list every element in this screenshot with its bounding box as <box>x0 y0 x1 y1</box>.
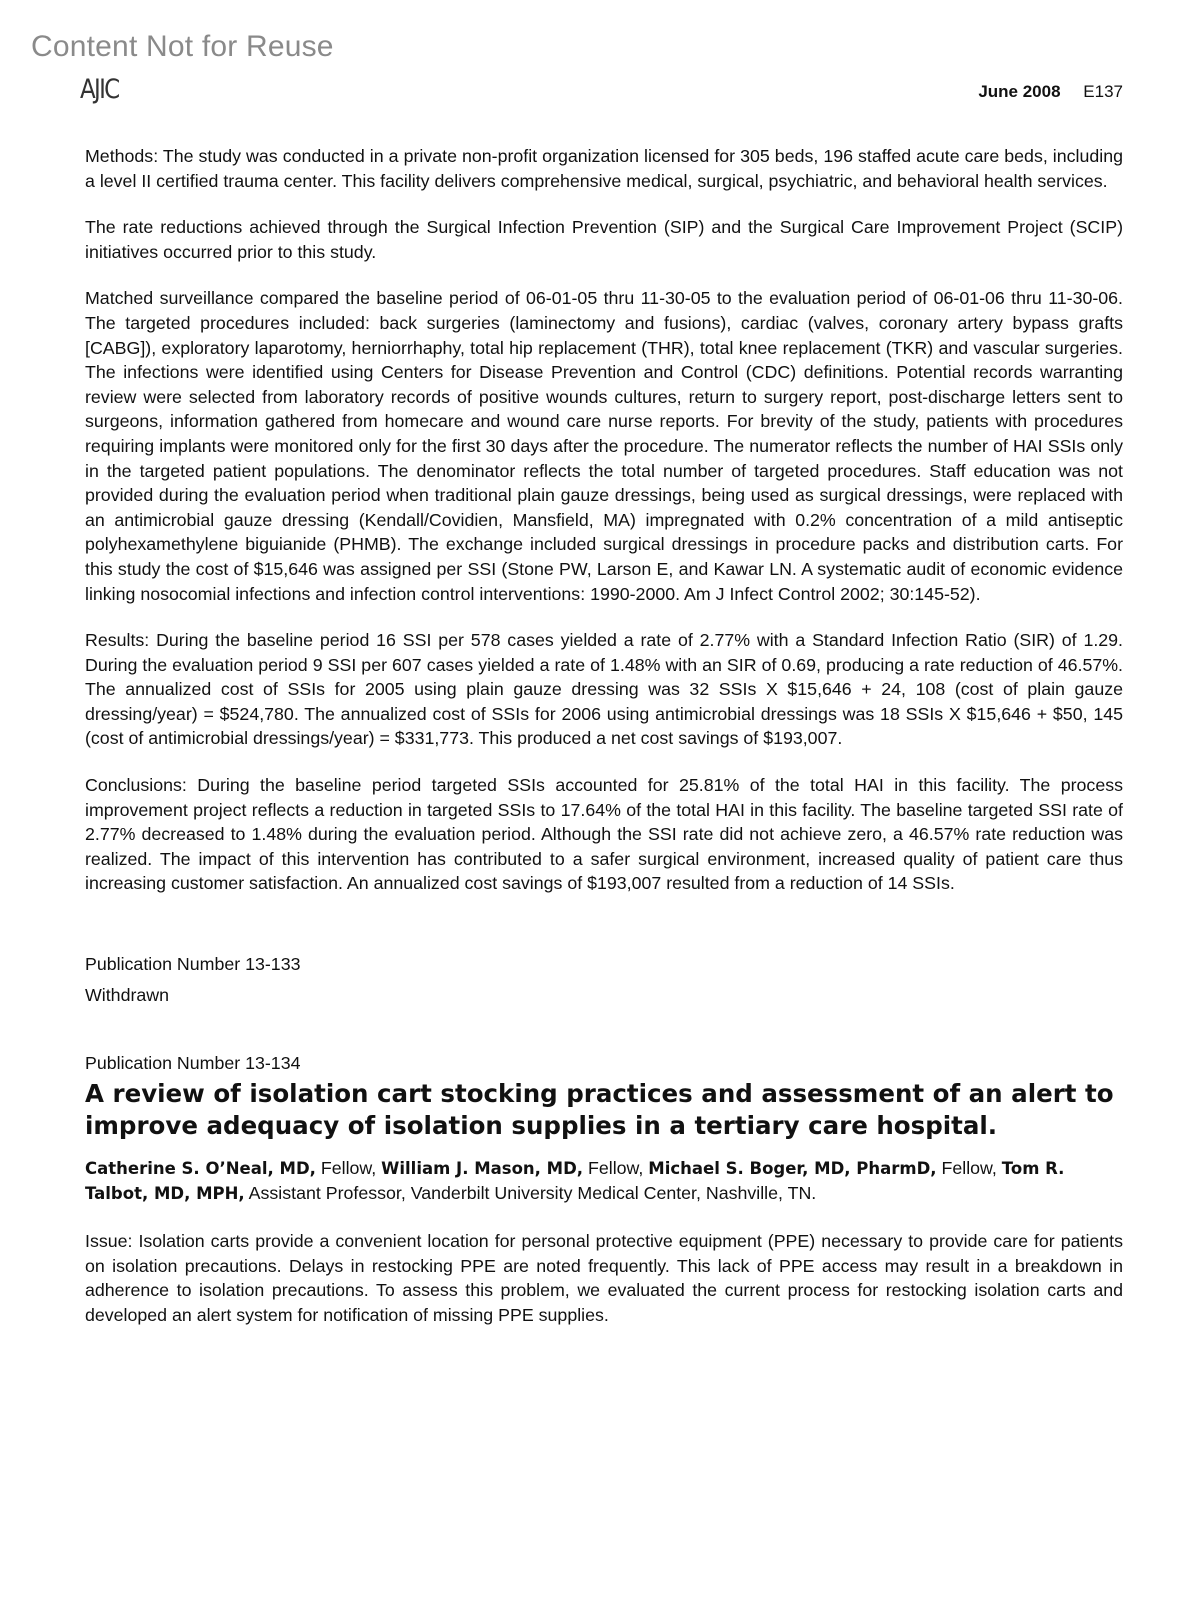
author-role: Fellow, <box>936 1157 1002 1178</box>
conclusions-paragraph: Conclusions: During the baseline period targeted SSIs accounted for 25.81% of the total HAI in this facility. The process improvement project reflects a reduction in targeted SSIs to 17.64% of the total HAI in this facility. The baseline targeted SSI rate of 2.77% decreased to 1.48% during the evaluation period. Although the SSI rate did not achieve zero, a 46.57% rate reduction was realized. The impact of this intervention has contributed to a safer surgical environment, increased quality of patient care thus increasing customer satisfaction. An annualized cost savings of $193,007 resulted from a reduction of 14 SSIs. <box>85 775 1123 894</box>
author-name: Catherine S. O’Neal, MD, <box>85 1158 316 1178</box>
author-affiliation: Assistant Professor, Vanderbilt University Medical Center, Nashville, TN. <box>244 1183 817 1204</box>
author-name: Tom R. Talbot, MD, MPH, <box>85 1158 1065 1204</box>
methods-paragraph-1: Methods: The study was conducted in a private non-profit organization licensed for 305 beds, 196 staffed acute care beds, including a level II certified trauma center. This facility delivers comprehensive medical, surgical, psychiatric, and behavioral health services. <box>85 146 1123 191</box>
journal-logo: AJIC <box>80 74 119 105</box>
author-name: William J. Mason, MD, <box>381 1158 584 1178</box>
methods-paragraph-2: The rate reductions achieved through the Surgical Infection Prevention (SIP) and the Surgical Care Improvement Project (SCIP) initiatives occurred prior to this study. <box>85 217 1123 262</box>
methods-paragraph-3: Matched surveillance compared the baseline period of 06-01-05 thru 11-30-05 to the evaluation period of 06-01-06 thru 11-30-06. The targeted procedures included: back surgeries (laminectomy and fusions), cardiac (valves, coronary artery bypass grafts [CABG]), exploratory laparotomy, herniorrhaphy, total hip replacement (THR), total knee replacement (TKR) and vascular surgeries. The infections were identified using Centers for Disease Prevention and Control (CDC) definitions. Potential records warranting review were selected from laboratory records of positive wounds cultures, return to surgery report, post-discharge letters sent to surgeons, information gathered from homecare and wound care nurse reports. For brevity of the study, patients with procedures requiring implants were monitored only for the first 30 days after the procedure. The numerator reflects the number of HAI SSIs only in the targeted patient populations. The denominator reflects the total number of targeted procedures. Staff education was not provided during the evaluation period when traditional plain gauze dressings, being used as surgical dressings, were replaced with an antimicrobial gauze dressing (Kendall/Covidien, Mansfield, MA) impregnated with 0.2% concentration of a mild antiseptic polyhexamethylene biguianide (PHMB). The exchange included surgical dressings in procedure packs and distribution carts. For this study the cost of $15,646 was assigned per SSI (Stone PW, Larson E, and Kawar LN. A systematic audit of economic evidence linking nosocomial infections and infection control interventions: 1990-2000. Am J Infect Control 2002; 30:145-52). <box>85 288 1123 604</box>
author-list <box>85 1156 1123 1207</box>
issue-date: June 2008 <box>978 82 1061 101</box>
publication-status: Withdrawn <box>85 984 169 1005</box>
results-paragraph: Results: During the baseline period 16 SSI per 578 cases yielded a rate of 2.77% with a Standard Infection Ratio (SIR) of 1.29. During the evaluation period 9 SSI per 607 cases yielded a rate of 1.48% with an SIR of 0.69, producing a rate reduction of 46.57%. The annualized cost of SSIs for 2005 using plain gauze dressing was 32 SSIs X $15,646 + 24, 108 (cost of plain gauze dressing/year) = $524,780. The annualized cost of SSIs for 2006 using antimicrobial dressings was 18 SSIs X $15,646 + $50, 145 (cost of antimicrobial dressings/year) = $331,773. This produced a net cost savings of $193,007. <box>85 630 1123 749</box>
page-number: E137 <box>1083 82 1123 101</box>
publication-number-13-133: Publication Number 13-133 <box>85 954 301 975</box>
watermark-text: Content Not for Reuse <box>31 30 334 63</box>
author-name: Michael S. Boger, MD, PharmD, <box>648 1158 937 1178</box>
page-header <box>978 82 1123 102</box>
author-role: Fellow, <box>315 1157 382 1178</box>
author-role: Fellow, <box>583 1157 649 1178</box>
article-body <box>85 144 1123 1349</box>
publication-number-13-134: Publication Number 13-134 <box>85 1053 301 1074</box>
article-title: A review of isolation cart stocking practices and assessment of an alert to improve adequacy of isolation supplies in a tertiary care hospital. <box>85 1078 1114 1140</box>
issue-paragraph: Issue: Isolation carts provide a convenient location for personal protective equipment (PPE) necessary to provide care for patients on isolation precautions. Delays in restocking PPE are noted frequently. This lack of PPE access may result in a breakdown in adherence to isolation precautions. To assess this problem, we evaluated the current process for restocking isolation carts and developed an alert system for notification of missing PPE supplies. <box>85 1231 1123 1325</box>
